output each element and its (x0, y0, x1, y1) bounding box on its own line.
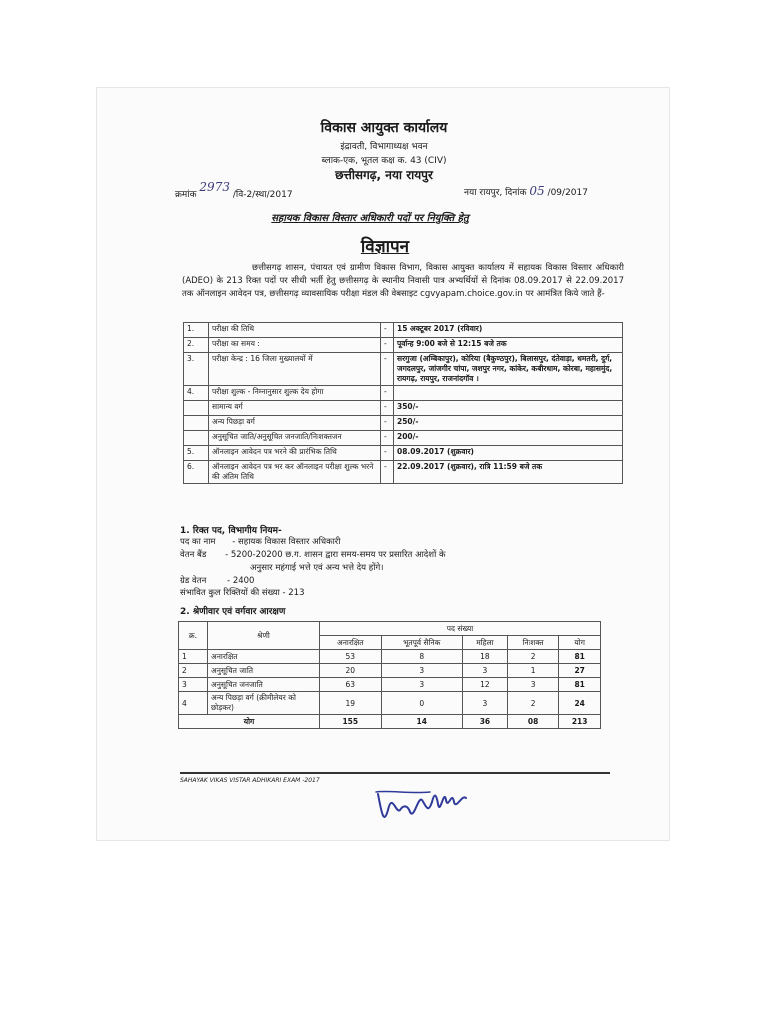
row-sno: 1 (179, 650, 208, 664)
issue-date (464, 184, 588, 198)
column-header: योग (559, 636, 601, 650)
document-title: विज्ञापन (360, 237, 410, 257)
header-posts: पद संख्या (320, 622, 601, 636)
schedule-row-dash: - (381, 461, 394, 484)
signature-mark (370, 780, 480, 830)
schedule-row (184, 416, 623, 431)
schedule-row-number: 2. (184, 338, 209, 353)
section2-title: 2. श्रेणीवार एवं वर्गवार आरक्षण (180, 607, 286, 617)
row-value: 0 (381, 692, 462, 715)
grade-label: ग्रेड वेतन (180, 576, 207, 586)
schedule-row-value: सरगुजा (अम्बिकापुर), कोरिया (बैकुण्ठपुर), बिलासपुर, दंतेवाड़ा, धमतरी, दुर्ग, जगदलपुर, जांजगीर चांपा, जशपुर नगर, कांकेर, कबीरधाम, कोरबा, महासमुंद, रायगढ़, रायपुर, राजनांदगॉव । (394, 353, 623, 386)
footer-exam-name: SAHAYAK VIKAS VISTAR ADHIKARI EXAM -2017 (180, 777, 320, 784)
grade-pay-line (180, 575, 254, 586)
schedule-row-dash: - (381, 431, 394, 446)
schedule-row (184, 431, 623, 446)
schedule-row-label: परीक्षा केन्द्र : 16 जिला मुख्यालयों में (209, 353, 381, 386)
schedule-row-number: 3. (184, 353, 209, 386)
row-value: 19 (320, 692, 382, 715)
intro-paragraph: छत्तीसगढ़ शासन, पंचायत एवं ग्रामीण विकास विभाग, विकास आयुक्त कार्यालय में सहायक विकास विस्तार अधिकारी (ADEO) के 213 रिक्त पदों पर सीधी भर्ती हेतु छत्तीसगढ़ के स्थानीय निवासी पात्र अभ्यर्थियों से दिनांक 08.09.2017 से 22.09.2017 तक ऑनलाइन आवेदन पत्र, छत्तीसगढ़ व्यावसायिक परीक्षा मंडल की वेबसाइट cgvyapam.choice.gov.in पर आमंत्रित किये जाते हैं- (182, 263, 624, 299)
row-sno: 4 (179, 692, 208, 715)
schedule-row-dash: - (381, 401, 394, 416)
total-value: 155 (320, 715, 382, 729)
schedule-row-number (184, 431, 209, 446)
row-category: अन्य पिछड़ा वर्ग (क्रीमीलेयर को छोड़कर) (208, 692, 320, 715)
column-header: निःशक्त (507, 636, 558, 650)
reservation-row (179, 664, 601, 678)
row-value: 3 (462, 664, 507, 678)
schedule-row-dash: - (381, 353, 394, 386)
row-value: 53 (320, 650, 382, 664)
row-value: 27 (559, 664, 601, 678)
building-name: इंद्रावती, विभागाध्यक्ष भवन (340, 142, 428, 152)
reservation-row (179, 678, 601, 692)
column-header: अनारक्षित (320, 636, 382, 650)
schedule-row-value: पूर्वान्ह 9:00 बजे से 12:15 बजे तक (394, 338, 623, 353)
schedule-row-number (184, 416, 209, 431)
schedule-row (184, 401, 623, 416)
pay-value-continued: अनुसार महंगाई भत्ते एवं अन्य भत्ते देय होंगे। (250, 563, 384, 573)
schedule-row-dash: - (381, 416, 394, 431)
row-value: 3 (462, 692, 507, 715)
grade-value: - 2400 (227, 576, 255, 586)
section1-title: 1. रिक्त पद, विभागीय नियम- (180, 526, 282, 536)
schedule-row-value: 15 अक्टूबर 2017 (रविवार) (394, 323, 623, 338)
row-value: 81 (559, 650, 601, 664)
schedule-row-dash: - (381, 446, 394, 461)
reservation-row (179, 692, 601, 715)
subject-line: सहायक विकास विस्तार अधिकारी पदों पर नियुक्ति हेतु (271, 213, 469, 224)
reservation-table (178, 621, 601, 729)
row-value: 2 (507, 650, 558, 664)
column-header: भूतपूर्व सैनिक (381, 636, 462, 650)
schedule-row (184, 386, 623, 401)
schedule-row-value (394, 386, 623, 401)
schedule-row-value: 200/- (394, 431, 623, 446)
schedule-row (184, 338, 623, 353)
pay-value: - 5200-20200 छ.ग. शासन द्वारा समय-समय पर प्रसारित आदेशों के (225, 550, 446, 560)
schedule-row (184, 446, 623, 461)
row-value: 63 (320, 678, 382, 692)
ref-handwritten: 2973 (199, 180, 230, 194)
schedule-row-dash: - (381, 323, 394, 338)
post-value: - सहायक विकास विस्तार अधिकारी (232, 537, 341, 547)
office-name: विकास आयुक्त कार्यालय (320, 120, 448, 136)
pay-label: वेतन बैंड (180, 550, 207, 560)
schedule-row-value: 250/- (394, 416, 623, 431)
schedule-row (184, 353, 623, 386)
post-label: पद का नाम (180, 537, 216, 547)
block-address: ब्लाक-एक, भूतल कक्ष क. 43 (CIV) (321, 156, 447, 166)
schedule-row-value: 08.09.2017 (शुक्रवार) (394, 446, 623, 461)
schedule-row-number: 5. (184, 446, 209, 461)
city-name: छत्तीसगढ़, नया रायपुर (335, 168, 433, 182)
schedule-row-label: परीक्षा शुल्क - निम्नानुसार शुल्क देय होगा (209, 386, 381, 401)
exam-schedule-table (183, 322, 623, 484)
schedule-row-label: अन्य पिछड़ा वर्ग (209, 416, 381, 431)
reservation-total-row (179, 715, 601, 729)
date-suffix: /09/2017 (547, 188, 588, 198)
row-sno: 2 (179, 664, 208, 678)
schedule-row-label: परीक्षा की तिथि (209, 323, 381, 338)
schedule-row-number: 4. (184, 386, 209, 401)
row-value: 20 (320, 664, 382, 678)
schedule-row-value: 350/- (394, 401, 623, 416)
schedule-row-label: ऑनलाइन आवेदन पत्र भरने की प्रारंभिक तिथि (209, 446, 381, 461)
schedule-row-value: 22.09.2017 (शुक्रवार), रात्रि 11:59 बजे तक (394, 461, 623, 484)
row-category: अनारक्षित (208, 650, 320, 664)
row-value: 18 (462, 650, 507, 664)
total-vacancies: संभावित कुल रिक्तियों की संख्या - 213 (180, 588, 305, 598)
row-value: 1 (507, 664, 558, 678)
date-prefix: नया रायपुर, दिनांक (464, 188, 527, 198)
row-value: 3 (381, 664, 462, 678)
row-value: 3 (507, 678, 558, 692)
row-value: 12 (462, 678, 507, 692)
schedule-row (184, 323, 623, 338)
pay-band-line (180, 549, 446, 560)
schedule-row-label: सामान्य वर्ग (209, 401, 381, 416)
row-category: अनुसूचित जनजाति (208, 678, 320, 692)
row-sno: 3 (179, 678, 208, 692)
schedule-row-label: परीक्षा का समय : (209, 338, 381, 353)
schedule-row-number: 1. (184, 323, 209, 338)
reservation-header-row (179, 622, 601, 636)
schedule-row-number (184, 401, 209, 416)
ref-suffix: /वि-2/स्था/2017 (232, 190, 293, 200)
ref-prefix: क्रमांक (175, 190, 197, 200)
total-value: 36 (462, 715, 507, 729)
header-category: श्रेणी (208, 622, 320, 650)
row-value: 24 (559, 692, 601, 715)
reservation-row (179, 650, 601, 664)
schedule-row-label: अनुसूचित जाति/अनुसूचित जनजाति/निःशक्तजन (209, 431, 381, 446)
row-value: 2 (507, 692, 558, 715)
column-header: महिला (462, 636, 507, 650)
header-sno: क्र. (179, 622, 208, 650)
total-value: 14 (381, 715, 462, 729)
post-name-line (180, 536, 340, 547)
total-label: योग (179, 715, 320, 729)
date-handwritten: 05 (529, 184, 545, 198)
row-category: अनुसूचित जाति (208, 664, 320, 678)
schedule-row (184, 461, 623, 484)
schedule-row-dash: - (381, 338, 394, 353)
row-value: 81 (559, 678, 601, 692)
row-value: 3 (381, 678, 462, 692)
total-value: 213 (559, 715, 601, 729)
row-value: 8 (381, 650, 462, 664)
schedule-row-dash: - (381, 386, 394, 401)
footer-rule (180, 772, 610, 774)
schedule-row-number: 6. (184, 461, 209, 484)
schedule-row-label: ऑनलाइन आवेदन पत्र भर कर ऑनलाइन परीक्षा शुल्क भरने की अंतिम तिथि (209, 461, 381, 484)
total-value: 08 (507, 715, 558, 729)
reference-number (175, 180, 293, 200)
